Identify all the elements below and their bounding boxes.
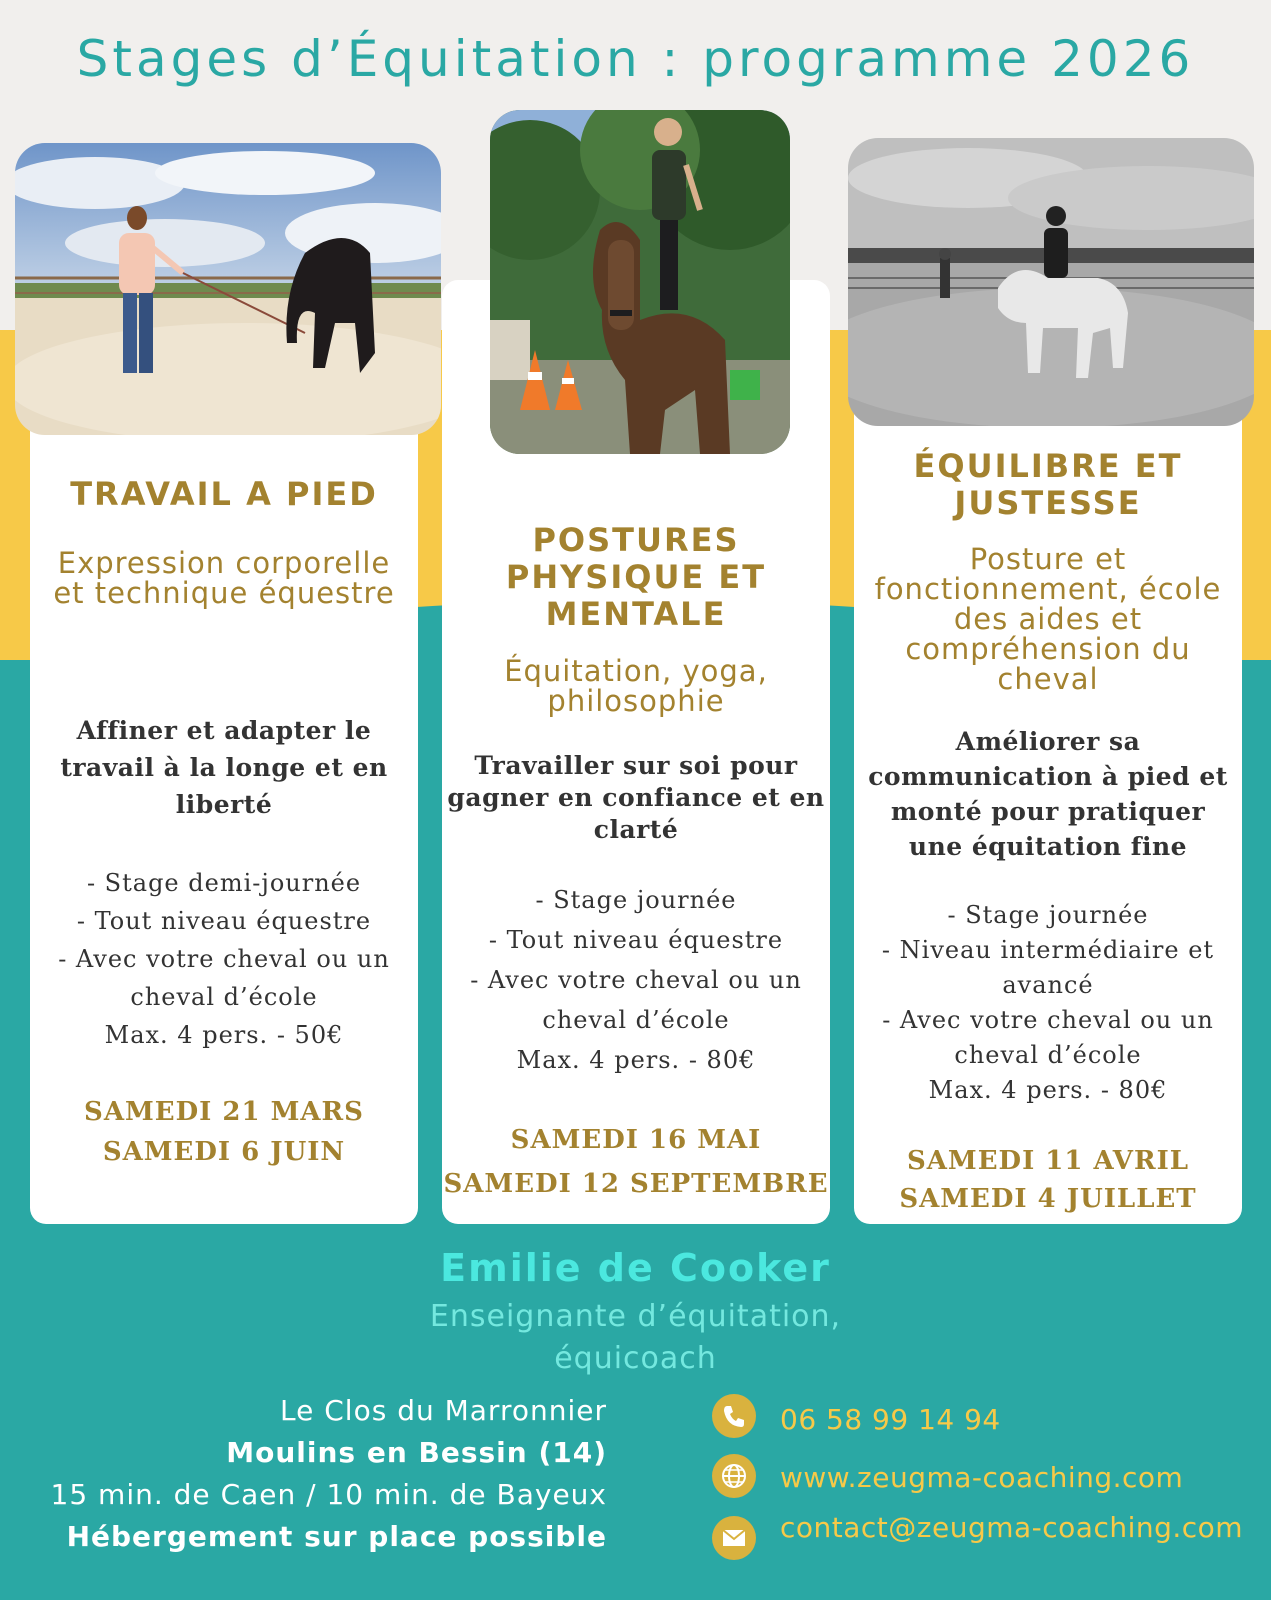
email-link[interactable]: contact@zeugma-coaching.com [780, 1511, 1244, 1544]
card-lead: Travailler sur soi pour gagner en confiance et en clarté [447, 751, 825, 844]
rider-on-bay-horse-photo [490, 110, 790, 454]
horse-groundwork-photo [15, 143, 441, 435]
card-dates: SAMEDI 16 MAI SAMEDI 12 SEPTEMBRE [443, 1125, 829, 1199]
card-subtitle: Posture et fonctionnement, école des aides et compréhension du cheval [874, 542, 1222, 696]
page-title: Stages d’Équitation : programme 2026 [76, 30, 1195, 88]
card-details: - Stage journée - Niveau intermédiaire et avancé - Avec votre cheval ou un cheval d’école Max. 4 pers. - 80€ [881, 901, 1215, 1104]
card-subtitle: Expression corporelle et technique équestre [53, 546, 395, 610]
phone-icon [712, 1394, 756, 1438]
card-details: - Stage demi-journée - Tout niveau équestre - Avec votre cheval ou un cheval d’école Max. 4 pers. - 50€ [58, 869, 390, 1049]
website-link[interactable]: www.zeugma-coaching.com [780, 1461, 1184, 1494]
instructor-role: Enseignante d’équitation, équicoach [429, 1299, 842, 1376]
card-heading: POSTURES PHYSIQUE ET MENTALE [505, 521, 767, 633]
address-town: Moulins en Bessin (14) [226, 1436, 607, 1469]
card-heading: ÉQUILIBRE ET JUSTESSE [913, 447, 1183, 522]
card-dates: SAMEDI 11 AVRIL SAMEDI 4 JUILLET [899, 1146, 1197, 1214]
card-lead: Améliorer sa communication à pied et monté pour pratiquer une équitation fine [868, 727, 1228, 861]
card-details: - Stage journée - Tout niveau équestre - Avec votre cheval ou un cheval d’école Max. 4 pers. - 80€ [470, 886, 802, 1074]
card-subtitle: Équitation, yoga, philosophie [504, 654, 768, 718]
instructor-name: Emilie de Cooker [440, 1246, 831, 1290]
card-lead: Affiner et adapter le travail à la longe et en liberté [60, 716, 388, 819]
address-distance: 15 min. de Caen / 10 min. de Bayeux [50, 1478, 607, 1511]
envelope-icon [712, 1516, 756, 1560]
address-accommodation: Hébergement sur place possible [66, 1520, 607, 1553]
phone-number[interactable]: 06 58 99 14 94 [780, 1403, 1001, 1436]
card-heading: TRAVAIL A PIED [70, 475, 378, 513]
card-dates: SAMEDI 21 MARS SAMEDI 6 JUIN [84, 1097, 364, 1167]
globe-icon [712, 1454, 756, 1498]
rider-on-grey-horse-bw-photo [848, 138, 1254, 426]
address-place: Le Clos du Marronnier [280, 1394, 607, 1427]
